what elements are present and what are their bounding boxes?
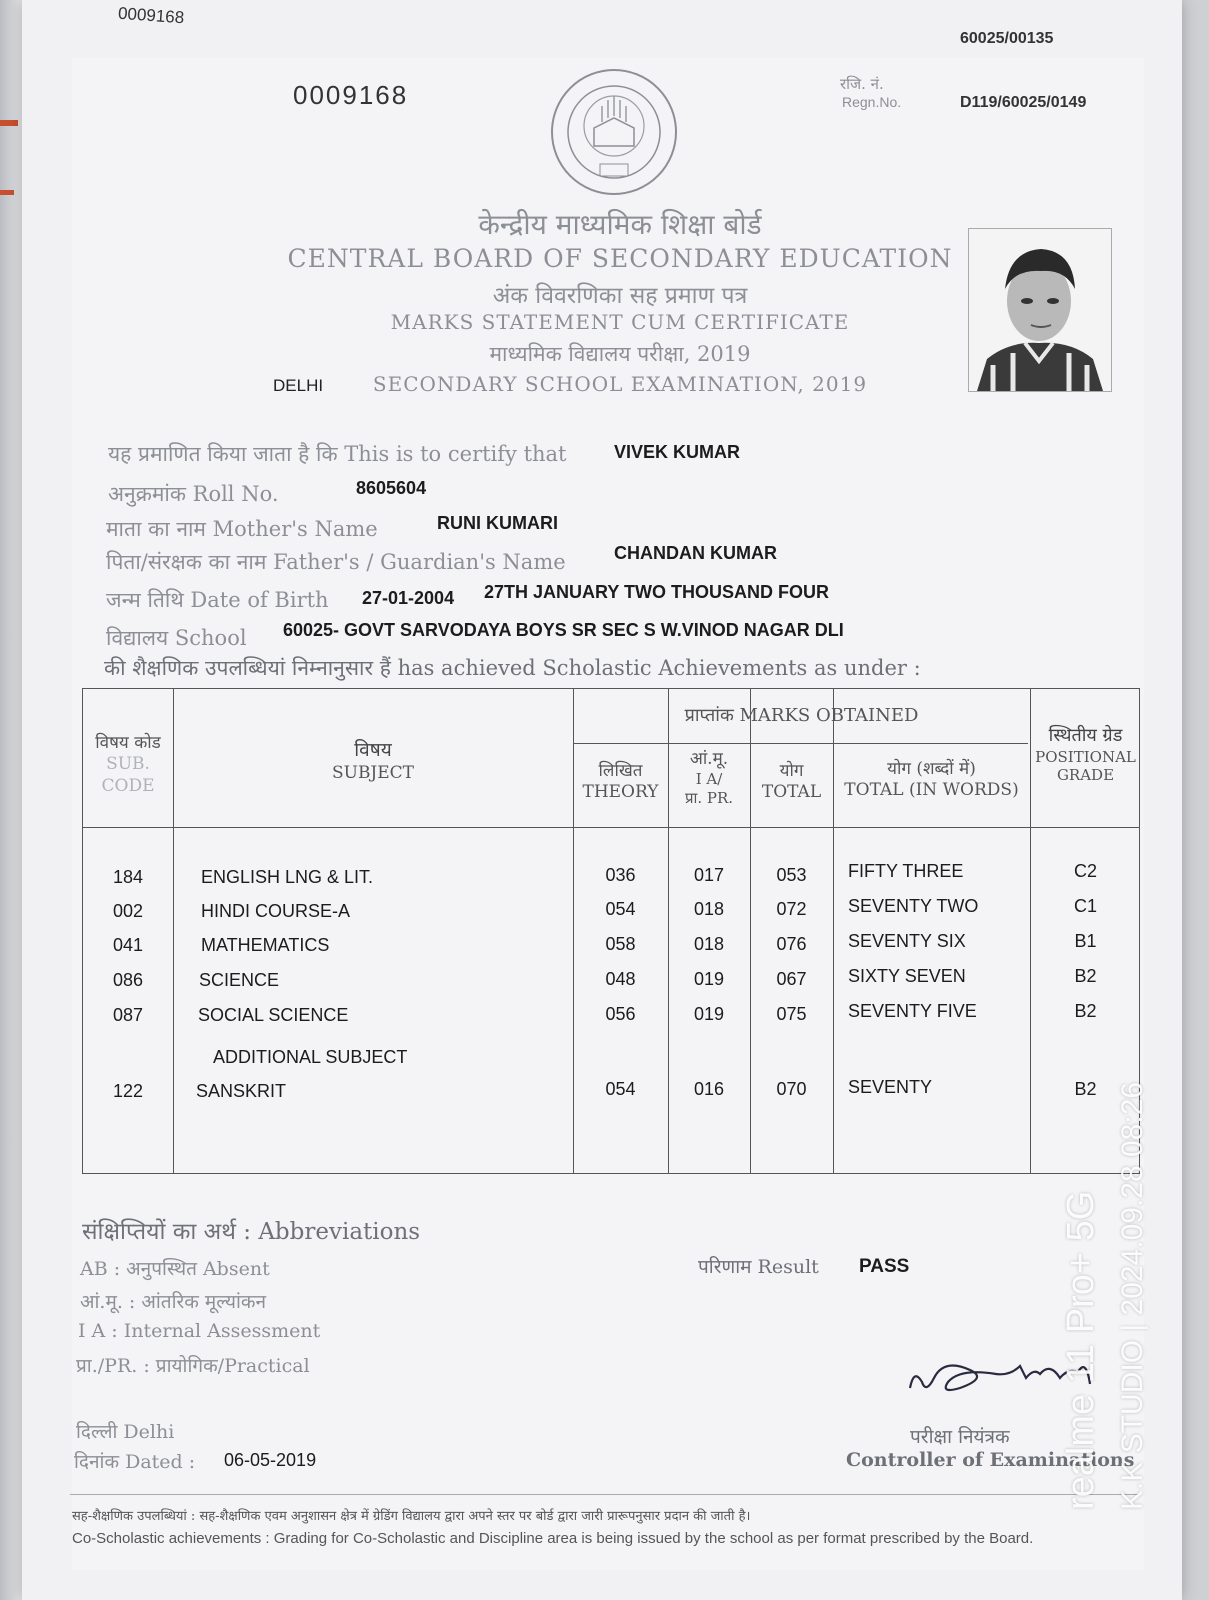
place: दिल्ली Delhi xyxy=(76,1421,175,1443)
red-mark xyxy=(0,190,14,195)
header-grade-hi: स्थितीय ग्रेड xyxy=(1048,725,1123,746)
background-paper xyxy=(0,0,22,1600)
cbse-seal-icon xyxy=(542,66,686,198)
row-subject: ENGLISH LNG & LIT. xyxy=(201,867,374,887)
row-subject: MATHEMATICS xyxy=(201,935,330,955)
footer-divider xyxy=(70,1494,1140,1495)
result-value: PASS xyxy=(859,1256,910,1277)
row-ia: 018 xyxy=(693,899,725,919)
result-label: परिणाम Result xyxy=(698,1256,819,1278)
co-scholastic-note-en: Co-Scholastic achievements : Grading for Co-Scholastic and Discipline area is being issued by the school as per format prescribed by the Board. xyxy=(72,1530,1034,1547)
row-ia: 016 xyxy=(693,1079,725,1099)
header-code xyxy=(83,733,173,797)
abbr-practical: प्रा./PR. : प्रायोगिक/Practical xyxy=(76,1355,310,1377)
row-grade: B2 xyxy=(1074,1079,1097,1099)
dated-label: दिनांक Dated : xyxy=(74,1451,196,1473)
row-total: 072 xyxy=(776,899,807,919)
row-total: 067 xyxy=(776,969,807,989)
row-code: 184 xyxy=(112,867,144,887)
row-grade: C2 xyxy=(1073,861,1097,881)
abbr-ia-en: I A : Internal Assessment xyxy=(78,1320,321,1342)
abbreviations-title: संक्षिप्तियों का अर्थ : Abbreviations xyxy=(82,1219,421,1245)
marks-table xyxy=(82,688,1140,1174)
abbr-ia-hi: आं.मू. : आंतरिक मूल्यांकन xyxy=(80,1291,267,1313)
camera-watermark-2 xyxy=(1116,950,1150,1510)
row-grade: B1 xyxy=(1074,931,1097,951)
row-ia: 019 xyxy=(693,1004,725,1024)
row-theory: 054 xyxy=(605,899,636,919)
controller-title-hi: परीक्षा नियंत्रक xyxy=(910,1426,1010,1448)
camera-watermark xyxy=(1060,950,1103,1510)
row-words: SEVENTY TWO xyxy=(848,896,979,916)
student-photo-image xyxy=(969,229,1111,391)
exam-title-en: SECONDARY SCHOOL EXAMINATION, 2019 xyxy=(372,372,868,396)
row-code: 041 xyxy=(112,935,144,955)
row-grade: B2 xyxy=(1074,1001,1097,1021)
board-title-en: CENTRAL BOARD OF SECONDARY EDUCATION xyxy=(287,244,953,273)
dob-label: जन्म तिथि Date of Birth xyxy=(106,588,329,612)
row-subject: SOCIAL SCIENCE xyxy=(198,1005,349,1025)
doc-title-hi: अंक विवरणिका सह प्रमाण पत्र xyxy=(492,283,748,309)
header-theory-hi: लिखित xyxy=(598,761,643,781)
corner-number: 0009168 xyxy=(117,3,185,28)
row-subject: SCIENCE xyxy=(199,970,280,990)
watermark-studio: K.K STUDIO xyxy=(1116,1339,1149,1510)
row-code: 087 xyxy=(112,1005,144,1025)
header-theory-en: THEORY xyxy=(582,782,659,803)
header-marks-obtained: प्राप्तांक MARKS OBTAINED xyxy=(684,705,919,726)
row-theory: 036 xyxy=(605,865,636,885)
serial-number: 0009168 xyxy=(293,80,409,110)
regn-value: D119/60025/0149 xyxy=(960,94,1087,111)
header-ia-pr: प्रा. PR. xyxy=(684,789,734,807)
red-mark xyxy=(0,120,18,126)
row-words: SIXTY SEVEN xyxy=(848,966,966,986)
watermark-timestamp: 2024.09.28 08:26 xyxy=(1116,1081,1149,1316)
row-ia: 017 xyxy=(693,865,725,885)
row-code: 122 xyxy=(112,1081,144,1101)
header-words xyxy=(833,759,1030,802)
regn-label-hi: रजि. नं. xyxy=(840,75,884,93)
row-total: 053 xyxy=(776,865,807,885)
top-right-number: 60025/00135 xyxy=(960,30,1054,47)
dob-value: 27-01-2004 xyxy=(362,588,455,608)
region: DELHI xyxy=(273,376,324,395)
row-total: 076 xyxy=(776,934,807,954)
row-words: FIFTY THREE xyxy=(848,861,964,881)
row-theory: 058 xyxy=(605,934,636,954)
regn-label-en: Regn.No. xyxy=(842,94,902,110)
row-code: 002 xyxy=(112,901,144,921)
row-grade: B2 xyxy=(1074,966,1097,986)
co-scholastic-note-hi: सह-शैक्षणिक उपलब्धियां : सह-शैक्षणिक एवम अनुशासन क्षेत्र में ग्रेडिंग विद्यालय द्वारा अपने स्तर पर बोर्ड द्वारा जारी प्रारूपनुसार प्रदान की जाती है। xyxy=(72,1509,751,1524)
row-words: SEVENTY xyxy=(848,1077,933,1097)
header-ia-hi: आं.मू. xyxy=(689,749,729,769)
board-title-hi: केन्द्रीय माध्यमिक शिक्षा बोर्ड xyxy=(478,208,762,241)
row-subject: HINDI COURSE-A xyxy=(201,901,351,921)
header-grade xyxy=(1030,725,1141,785)
row-theory: 048 xyxy=(605,969,636,989)
row-grade: C1 xyxy=(1073,896,1097,916)
roll-label: अनुक्रमांक Roll No. xyxy=(108,482,279,506)
header-grade-en: POSITIONAL GRADE xyxy=(1035,747,1136,785)
school-name: 60025- GOVT SARVODAYA BOYS SR SEC S W.VINOD NAGAR DLI xyxy=(283,620,844,640)
header-ia xyxy=(668,749,750,808)
exam-title-hi: माध्यमिक विद्यालय परीक्षा, 2019 xyxy=(489,342,751,366)
father-label: पिता/संरक्षक का नाम Father's / Guardian's Name xyxy=(106,550,566,574)
dob-words: 27TH JANUARY TWO THOUSAND FOUR xyxy=(484,582,830,602)
certify-label: यह प्रमाणित किया जाता है कि This is to certify that xyxy=(108,442,567,466)
student-photo xyxy=(968,228,1112,392)
row-words: SEVENTY SIX xyxy=(848,931,966,951)
mother-name: RUNI KUMARI xyxy=(437,513,558,533)
header-total xyxy=(750,761,833,804)
mother-label: माता का नाम Mother's Name xyxy=(106,517,378,541)
row-code: 086 xyxy=(112,970,144,990)
doc-title-en: MARKS STATEMENT CUM CERTIFICATE xyxy=(390,310,850,334)
row-total: 075 xyxy=(776,1004,807,1024)
header-code-hi: विषय कोड xyxy=(95,733,161,753)
row-ia: 018 xyxy=(693,934,725,954)
father-name: CHANDAN KUMAR xyxy=(614,543,777,563)
header-words-en: TOTAL (IN WORDS) xyxy=(844,780,1019,801)
abbr-absent: AB : अनुपस्थित Absent xyxy=(80,1258,270,1280)
row-theory: 054 xyxy=(605,1079,636,1099)
student-name: VIVEK KUMAR xyxy=(614,442,741,462)
header-ia-en: I A/ xyxy=(695,770,723,789)
watermark-device: realme 11 Pro+ 5G xyxy=(1060,1190,1102,1510)
roll-number: 8605604 xyxy=(356,478,427,498)
controller-title-en: Controller of Examinations xyxy=(846,1449,1135,1471)
header-theory xyxy=(573,761,668,804)
row-theory: 056 xyxy=(605,1004,636,1024)
achieved-label: की शैक्षणिक उपलब्धियां निम्नानुसार हैं has achieved Scholastic Achievements as under : xyxy=(104,656,921,680)
row-total: 070 xyxy=(776,1079,807,1099)
header-subject xyxy=(173,739,573,784)
row-ia: 019 xyxy=(693,969,725,989)
header-subject-en: SUBJECT xyxy=(331,762,415,783)
dated-value: 06-05-2019 xyxy=(224,1450,317,1470)
school-label: विद्यालय School xyxy=(106,626,247,650)
header-subject-hi: विषय xyxy=(354,739,392,761)
row-words: SEVENTY FIVE xyxy=(848,1001,977,1021)
row-subject: SANSKRIT xyxy=(196,1081,287,1101)
header-words-hi: योग (शब्दों में) xyxy=(887,759,976,779)
header-total-en: TOTAL xyxy=(761,782,822,803)
additional-subject-label: ADDITIONAL SUBJECT xyxy=(213,1047,408,1067)
watermark-separator: | xyxy=(1116,1315,1149,1332)
header-code-en: SUB. CODE xyxy=(101,754,155,796)
header-total-hi: योग xyxy=(779,761,804,781)
